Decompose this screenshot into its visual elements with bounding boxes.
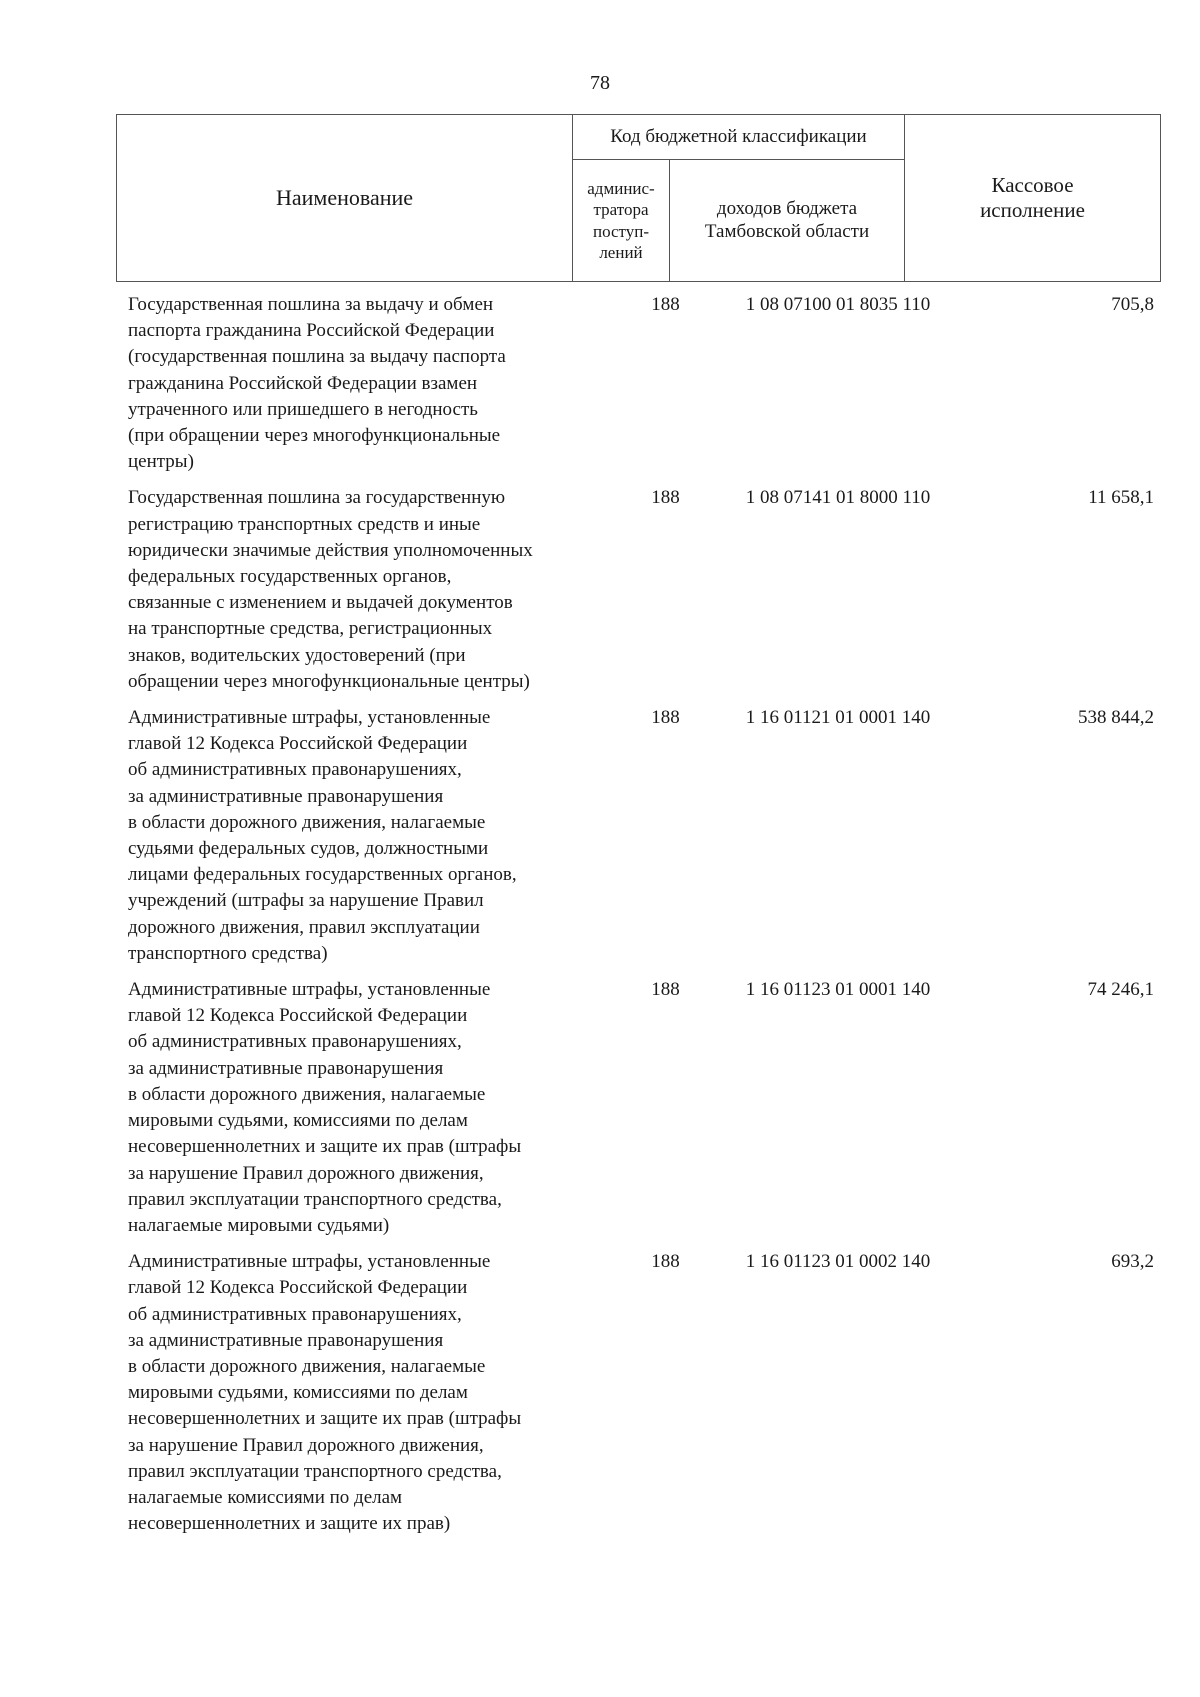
row-amount: 693,2 [1111, 1251, 1154, 1273]
row-name: Государственная пошлина за выдачу и обмен паспорта гражданина Российской Федерации (государственная пошлина за выдачу паспорта гражданина Российской Федерации взамен утраченного или пришедшего в негодность (при обращении через многофункциональные центры) [128, 294, 506, 473]
row-amount: 538 844,2 [1078, 707, 1154, 729]
table-row [116, 292, 1160, 475]
header-income: доходов бюджета Тамбовской области [670, 160, 905, 282]
header-code-group: Код бюджетной классификации [573, 115, 905, 160]
table-row [116, 705, 1160, 967]
table-row [116, 1249, 1160, 1537]
header-cash-execution: Кассовое исполнение [905, 115, 1161, 282]
row-income-code: 1 08 07100 01 8035 110 [745, 294, 931, 315]
row-amount: 74 246,1 [1087, 979, 1154, 1001]
row-admin-code: 188 [651, 487, 680, 509]
header-admin: админис- тратора поступ- лений [573, 160, 670, 282]
header-name: Наименование [117, 115, 573, 282]
row-income-code: 1 16 01123 01 0001 140 [745, 979, 931, 1001]
row-name: Административные штрафы, установленные главой 12 Кодекса Российской Федерации об административных правонарушениях, за административные правонарушения в области дорожного движения, налагаемые судьями федеральных судов, должностными лицами федеральных государственных органов, учреждений (штрафы за нарушение Правил дорожного движения, правил эксплуатации транспортного средства) [128, 707, 517, 964]
page-number: 78 [590, 72, 610, 94]
row-name: Государственная пошлина за государственную регистрацию транспортных средств и иные юридически значимые действия уполномоченных федеральных государственных органов, связанные с изменением и выдачей документов на транспортные средства, регистрационных знаков, водительских удостоверений (при обращении через многофункциональные центры) [128, 487, 533, 692]
row-income-code: 1 16 01121 01 0001 140 [745, 707, 931, 729]
row-name: Административные штрафы, установленные главой 12 Кодекса Российской Федерации об административных правонарушениях, за административные правонарушения в области дорожного движения, налагаемые мировыми судьями, комиссиями по делам несовершеннолетних и защите их прав (штрафы за нарушение Правил дорожного движения, правил эксплуатации транспортного средства, налагаемые комиссиями по делам несовершеннолетних и защите их прав) [128, 1251, 522, 1535]
row-amount: 705,8 [1111, 294, 1154, 315]
row-admin-code: 188 [651, 707, 680, 729]
row-income-code: 1 08 07141 01 8000 110 [745, 487, 931, 509]
table-body [116, 292, 1160, 1547]
row-admin-code: 188 [651, 1251, 680, 1273]
table-header [116, 114, 1161, 282]
table-row [116, 485, 1160, 695]
row-admin-code: 188 [651, 979, 680, 1001]
row-amount: 11 658,1 [1088, 487, 1154, 509]
table-row [116, 977, 1160, 1239]
row-admin-code: 188 [651, 294, 680, 315]
row-income-code: 1 16 01123 01 0002 140 [745, 1251, 931, 1273]
row-name: Административные штрафы, установленные главой 12 Кодекса Российской Федерации об административных правонарушениях, за административные правонарушения в области дорожного движения, налагаемые мировыми судьями, комиссиями по делам несовершеннолетних и защите их прав (штрафы за нарушение Правил дорожного движения, правил эксплуатации транспортного средства, налагаемые мировыми судьями) [128, 979, 522, 1236]
